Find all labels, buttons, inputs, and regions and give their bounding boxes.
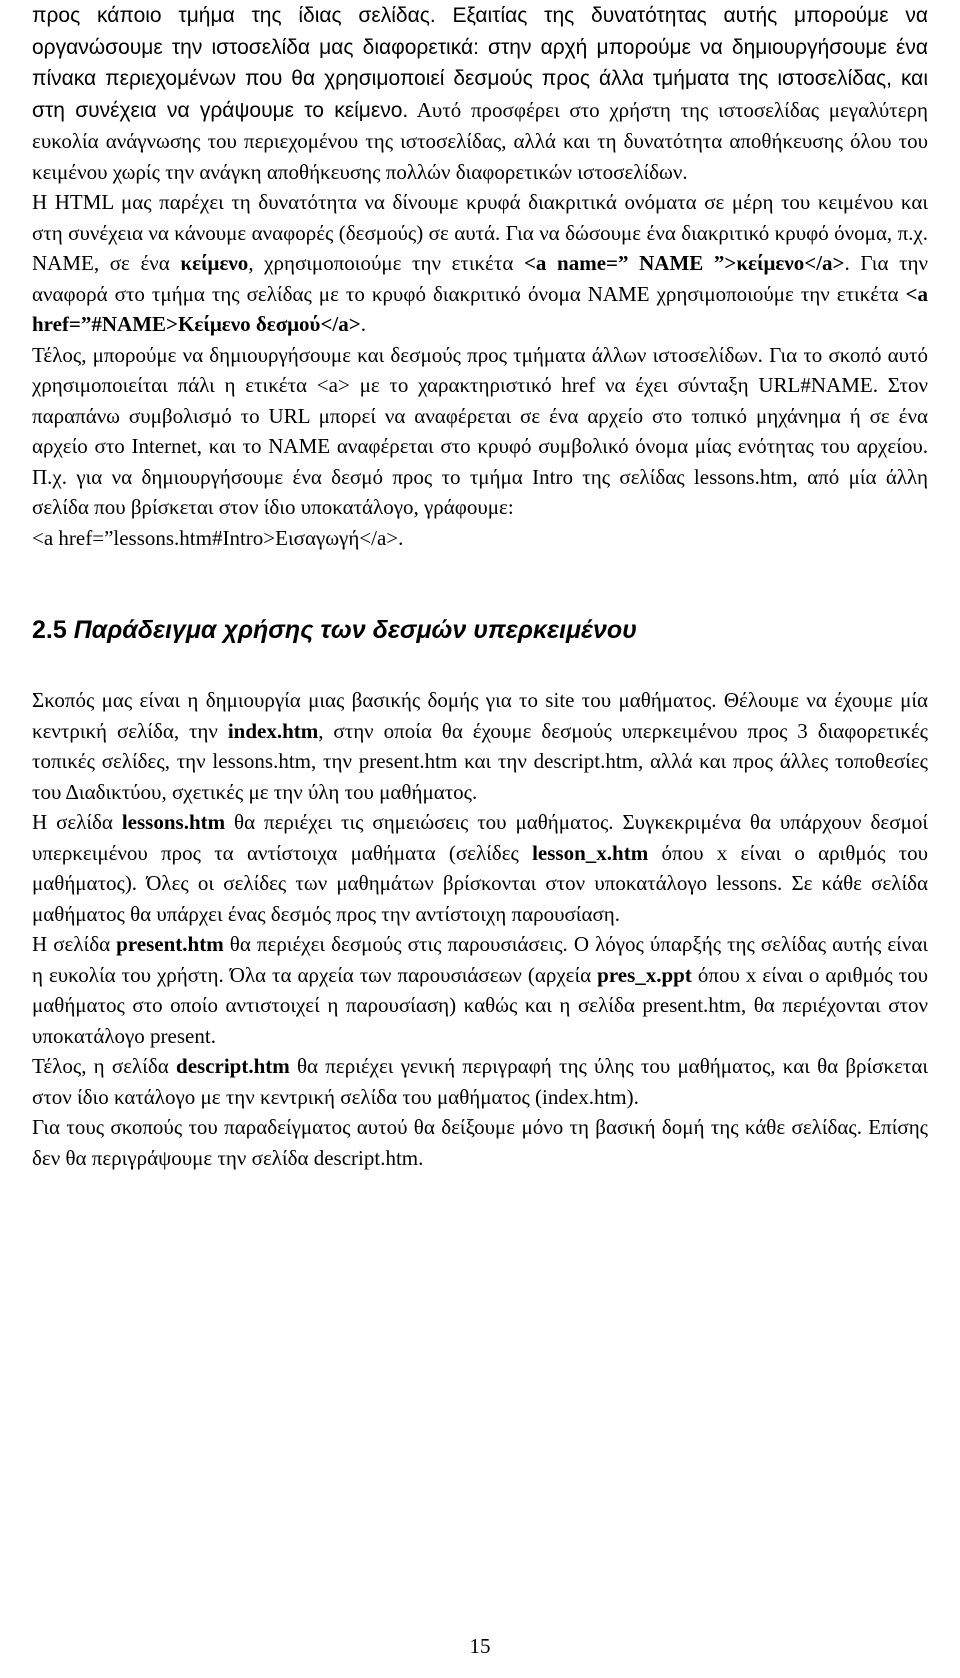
- bold-anchor-href-tag: <a href=”#NAME>Κείμενο δεσμού</a>: [32, 281, 928, 336]
- text-run: Η HTML μας παρέχει τη δυνατότητα να δίνουμε κρυφά διακριτικά ονόματα σε μέρη του κειμένου και στη συνέχεια να κάνουμε αναφορές (δεσμούς) σε αυτά. Για να δώσουμε ένα διακριτικό κρυφό όνομα, π.χ. NAME, σε ένα: [32, 190, 928, 275]
- text-run: Η σελίδα: [32, 932, 117, 956]
- paragraph-descript: [32, 1051, 928, 1112]
- bold-keimeno: κείμενο: [180, 251, 249, 275]
- section-title: Παράδειγμα χρήσης των δεσμών υπερκειμένου: [73, 616, 637, 644]
- text-run: , στην οποία θα έχουμε δεσμούς υπερκειμένου προς 3 διαφορετικές τοπικές σελίδες, την lessons.htm, την present.htm και την descript.htm, αλλά και προς άλλες τοποθεσίες του Διαδικτύου, σχετικές με την ύλη του μαθήματος.: [32, 718, 928, 804]
- page-number: 15: [469, 1634, 491, 1658]
- text-run: . Για την αναφορά στο τμήμα της σελίδας με το κρυφό διακριτικό όνομα NAME χρησιμοποιούμε την ετικέτα: [32, 251, 928, 306]
- paragraph-intro: [32, 0, 928, 187]
- text-run: .: [360, 312, 366, 336]
- text-run: Σκοπός μας είναι η δημιουργία μιας βασικής δομής για το site του μαθήματος. Θέλουμε να έχουμε μία κεντρική σελίδα, την: [32, 688, 928, 743]
- text-run: Η σελίδα: [32, 810, 122, 834]
- paragraph-goal: [32, 685, 928, 807]
- text-run: όπου x είναι ο αριθμός του μαθήματος). Όλες οι σελίδες των μαθημάτων βρίσκονται στον υποκατάλογο lessons. Σε κάθε σελίδα μαθήματος θα υπάρχει ένας δεσμός προς την αντίστοιχη παρουσίαση.: [32, 840, 928, 926]
- paragraph-html-names: [32, 187, 928, 340]
- spacer: [32, 646, 928, 685]
- text-run: θα περιέχει δεσμούς στις παρουσιάσεις. Ο λόγος ύπαρξής της σελίδας αυτής είναι η ευκολία του χρήστη. Όλα τα αρχεία των παρουσιάσεων (αρχεία: [32, 932, 928, 987]
- spacer: [32, 553, 928, 614]
- paragraph-other-pages: Τέλος, μπορούμε να δημιουργήσουμε και δεσμούς προς τμήματα άλλων ιστοσελίδων. Για το σκοπό αυτό χρησιμοποιείται πάλι η ετικέτα <a> με το χαρακτηριστικό href να έχει σύνταξη URL#NAME. Στον παραπάνω συμβολισμό το URL μπορεί να αναφέρεται σε ένα αρχείο στο τοπικό μηχάνημα ή σε ένα αρχείο στο Internet, και το NAME αναφέρεται στο κρυφό συμβολικό όνομα μίας ενότητας του αρχείου. Π.χ. για να δημιουργήσουμε ένα δεσμό προς το τμήμα Intro της σελίδας lessons.htm, από μία άλλη σελίδα που βρίσκεται στον ίδιο υποκατάλογο, γράφουμε:: [32, 342, 928, 519]
- text-run: όπου x είναι ο αριθμός του μαθήματος στο οποίο αντιστοιχεί η παρουσίαση) καθώς και η σελίδα present.htm, θα περιέχονται στον υποκατάλογο present.: [32, 962, 929, 1048]
- paragraph-present: [32, 929, 928, 1051]
- paragraph-intro-serif-part: Αυτό προσφέρει στο χρήστη της ιστοσελίδας μεγαλύτερη ευκολία ανάγνωσης του περιεχομένου της ιστοσελίδας, αλλά και τη δυνατότητα αποθήκευσης όλου του κειμένου χωρίς την ανάγκη αποθήκευσης πολλών διαφορετικών ιστοσελίδων.: [32, 97, 929, 184]
- text-run: , χρησιμοποιούμε την ετικέτα: [248, 251, 524, 275]
- document-page: [32, 0, 928, 1173]
- section-heading: [32, 614, 928, 646]
- paragraph-closing: Για τους σκοπούς του παραδείγματος αυτού θα δείξουμε μόνο τη βασική δομή της κάθε σελίδας. Επίσης δεν θα περιγράψουμε την σελίδα descript.htm.: [32, 1115, 928, 1170]
- bold-lesson-x-htm: lesson_x.htm: [532, 840, 649, 865]
- bold-anchor-name-tag: <a name=” NAME ”>κείμενο</a>: [523, 251, 845, 275]
- paragraph-code-example: <a href=”lessons.htm#Intro>Εισαγωγή</a>.: [32, 525, 404, 550]
- text-run: Τέλος, η σελίδα: [32, 1054, 177, 1078]
- paragraph-intro-sans-part: προς κάποιο τμήμα της ίδιας σελίδας. Εξαιτίας της δυνατότητας αυτής μπορούμε να οργανώσουμε την ιστοσελίδα μας διαφορετικά: στην αρχή μπορούμε να δημιουργήσουμε ένα πίνακα περιεχομένων που θα χρησιμοποιεί δεσμούς προς άλλα τμήματα της ιστοσελίδας, και στη συνέχεια να γράψουμε το κείμενο.: [32, 4, 928, 122]
- bold-pres-x-ppt: pres_x.ppt: [597, 962, 692, 987]
- bold-descript-htm: descript.htm: [176, 1054, 290, 1078]
- bold-lessons-htm: lessons.htm: [121, 810, 226, 834]
- section-number: 2.5: [32, 616, 74, 644]
- paragraph-lessons: [32, 807, 928, 929]
- bold-present-htm: present.htm: [116, 932, 224, 956]
- bold-index-htm: index.htm: [227, 718, 319, 743]
- text-run: θα περιέχει τις σημειώσεις του μαθήματος. Συγκεκριμένα θα υπάρχουν δεσμοί υπερκειμένου προς τα αντίστοιχα μαθήματα (σελίδες: [32, 810, 928, 865]
- text-run: θα περιέχει γενική περιγραφή της ύλης του μαθήματος, και θα βρίσκεται στον ίδιο κατάλογο με την κεντρική σελίδα του μαθήματος (index.htm).: [32, 1054, 928, 1109]
